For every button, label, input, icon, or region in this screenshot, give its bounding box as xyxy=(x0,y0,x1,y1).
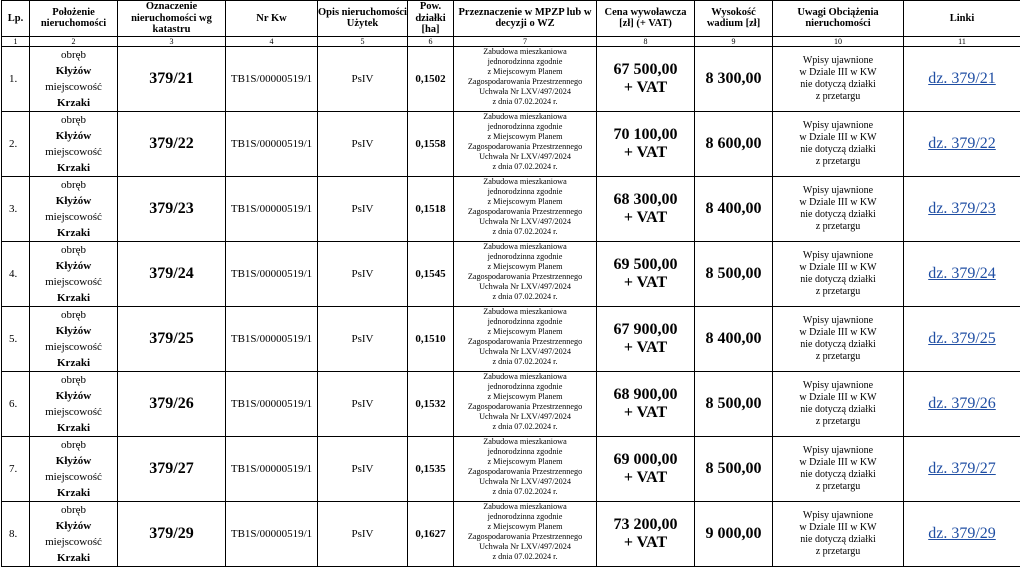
location-town: Krzaki xyxy=(57,486,90,499)
table-row xyxy=(2,176,1020,241)
header-wadium: Wysokość wadium [zł] xyxy=(695,1,773,37)
starting-price xyxy=(597,436,695,501)
land-register-number: TB1S/00000519/1 xyxy=(226,371,318,436)
header-price: Cena wywoławcza [zł] (+ VAT) xyxy=(597,1,695,37)
location-cell xyxy=(30,176,118,241)
plot-number: 379/21 xyxy=(118,46,226,111)
vat-label: + VAT xyxy=(623,468,668,486)
column-number: 6 xyxy=(408,36,454,46)
column-number: 3 xyxy=(118,36,226,46)
vat-label: + VAT xyxy=(623,143,668,161)
row-number: 4. xyxy=(2,241,30,306)
table-row xyxy=(2,241,1020,306)
land-use: PsIV xyxy=(318,436,408,501)
location-precinct: Kłyżów xyxy=(55,64,92,77)
table-row xyxy=(2,111,1020,176)
header-row xyxy=(2,1,1020,37)
plot-number: 379/25 xyxy=(118,306,226,371)
location-precinct: Kłyżów xyxy=(55,129,92,142)
plot-link-cell xyxy=(904,371,1020,436)
column-number: 9 xyxy=(695,36,773,46)
location-town: Krzaki xyxy=(57,161,90,174)
starting-price xyxy=(597,371,695,436)
column-number: 10 xyxy=(773,36,904,46)
plot-link[interactable]: dz. 379/23 xyxy=(928,199,996,217)
row-number: 6. xyxy=(2,371,30,436)
price-value: 68 300,00 xyxy=(613,190,678,208)
plot-link[interactable]: dz. 379/24 xyxy=(928,264,996,282)
row-number: 8. xyxy=(2,501,30,566)
location-cell xyxy=(30,436,118,501)
price-value: 69 000,00 xyxy=(613,450,678,468)
row-number: 3. xyxy=(2,176,30,241)
row-number: 5. xyxy=(2,306,30,371)
zoning-purpose: Zabudowa mieszkaniowa jednorodzinna zgodnie z Miejscowym Planem Zagospodarowania Przestrzennego Uchwała Nr LXV/497/2024 z dnia 07.02.2024 r. xyxy=(454,371,597,436)
location-precinct: Kłyżów xyxy=(55,194,92,207)
deposit-amount: 8 500,00 xyxy=(695,241,773,306)
land-register-number: TB1S/00000519/1 xyxy=(226,501,318,566)
deposit-amount: 8 400,00 xyxy=(695,176,773,241)
location-cell xyxy=(30,306,118,371)
plot-link[interactable]: dz. 379/26 xyxy=(928,394,996,412)
auction-table xyxy=(1,0,1020,567)
plot-link-cell xyxy=(904,111,1020,176)
zoning-purpose: Zabudowa mieszkaniowa jednorodzinna zgodnie z Miejscowym Planem Zagospodarowania Przestrzennego Uchwała Nr LXV/497/2024 z dnia 07.02.2024 r. xyxy=(454,501,597,566)
zoning-purpose: Zabudowa mieszkaniowa jednorodzinna zgodnie z Miejscowym Planem Zagospodarowania Przestrzennego Uchwała Nr LXV/497/2024 z dnia 07.02.2024 r. xyxy=(454,241,597,306)
plot-area: 0,1502 xyxy=(408,46,454,111)
column-number: 2 xyxy=(30,36,118,46)
notes-cell: Wpisy ujawnione w Dziale III w KW nie dotyczą działki z przetargu xyxy=(773,176,904,241)
deposit-amount: 9 000,00 xyxy=(695,501,773,566)
notes-cell: Wpisy ujawnione w Dziale III w KW nie dotyczą działki z przetargu xyxy=(773,436,904,501)
vat-label: + VAT xyxy=(623,208,668,226)
starting-price xyxy=(597,46,695,111)
location-precinct-label: obręb xyxy=(60,308,87,321)
location-town-label: miejscowość xyxy=(45,145,102,158)
vat-label: + VAT xyxy=(623,533,668,551)
plot-number: 379/24 xyxy=(118,241,226,306)
location-town-label: miejscowość xyxy=(45,210,102,223)
land-register-number: TB1S/00000519/1 xyxy=(226,436,318,501)
header-lp: Lp. xyxy=(2,1,30,37)
land-use: PsIV xyxy=(318,371,408,436)
table-row xyxy=(2,306,1020,371)
plot-number: 379/22 xyxy=(118,111,226,176)
location-cell xyxy=(30,501,118,566)
land-use: PsIV xyxy=(318,501,408,566)
location-town: Krzaki xyxy=(57,96,90,109)
plot-number: 379/27 xyxy=(118,436,226,501)
table-row xyxy=(2,46,1020,111)
column-number: 11 xyxy=(904,36,1020,46)
row-number: 2. xyxy=(2,111,30,176)
table-row xyxy=(2,436,1020,501)
location-town: Krzaki xyxy=(57,421,90,434)
location-town: Krzaki xyxy=(57,356,90,369)
zoning-purpose: Zabudowa mieszkaniowa jednorodzinna zgodnie z Miejscowym Planem Zagospodarowania Przestrzennego Uchwała Nr LXV/497/2024 z dnia 07.02.2024 r. xyxy=(454,111,597,176)
plot-number: 379/26 xyxy=(118,371,226,436)
price-value: 73 200,00 xyxy=(613,515,678,533)
zoning-purpose: Zabudowa mieszkaniowa jednorodzinna zgodnie z Miejscowym Planem Zagospodarowania Przestrzennego Uchwała Nr LXV/497/2024 z dnia 07.02.2024 r. xyxy=(454,436,597,501)
header-location: Położenie nieruchomości xyxy=(30,1,118,37)
location-town-label: miejscowość xyxy=(45,275,102,288)
header-area: Pow. działki [ha] xyxy=(408,1,454,37)
row-number: 7. xyxy=(2,436,30,501)
plot-area: 0,1510 xyxy=(408,306,454,371)
location-town: Krzaki xyxy=(57,291,90,304)
location-town-label: miejscowość xyxy=(45,535,102,548)
land-use: PsIV xyxy=(318,306,408,371)
location-town-label: miejscowość xyxy=(45,80,102,93)
location-precinct: Kłyżów xyxy=(55,519,92,532)
starting-price xyxy=(597,306,695,371)
price-value: 70 100,00 xyxy=(613,125,678,143)
header-notes: Uwagi Obciążenia nieruchomości xyxy=(773,1,904,37)
notes-cell: Wpisy ujawnione w Dziale III w KW nie dotyczą działki z przetargu xyxy=(773,241,904,306)
starting-price xyxy=(597,501,695,566)
notes-cell: Wpisy ujawnione w Dziale III w KW nie dotyczą działki z przetargu xyxy=(773,501,904,566)
land-register-number: TB1S/00000519/1 xyxy=(226,306,318,371)
table-row xyxy=(2,501,1020,566)
location-precinct-label: obręb xyxy=(60,243,87,256)
location-town-label: miejscowość xyxy=(45,470,102,483)
column-number: 1 xyxy=(2,36,30,46)
location-precinct-label: obręb xyxy=(60,178,87,191)
plot-area: 0,1532 xyxy=(408,371,454,436)
plot-link-cell xyxy=(904,176,1020,241)
location-precinct-label: obręb xyxy=(60,438,87,451)
deposit-amount: 8 500,00 xyxy=(695,436,773,501)
notes-cell: Wpisy ujawnione w Dziale III w KW nie dotyczą działki z przetargu xyxy=(773,371,904,436)
plot-number: 379/29 xyxy=(118,501,226,566)
location-town: Krzaki xyxy=(57,226,90,239)
plot-area: 0,1545 xyxy=(408,241,454,306)
price-value: 67 500,00 xyxy=(613,60,678,78)
plot-number: 379/23 xyxy=(118,176,226,241)
vat-label: + VAT xyxy=(623,338,668,356)
land-register-number: TB1S/00000519/1 xyxy=(226,176,318,241)
location-precinct: Kłyżów xyxy=(55,454,92,467)
location-precinct-label: obręb xyxy=(60,48,87,61)
location-town: Krzaki xyxy=(57,551,90,564)
land-register-number: TB1S/00000519/1 xyxy=(226,46,318,111)
plot-link-cell xyxy=(904,306,1020,371)
land-register-number: TB1S/00000519/1 xyxy=(226,111,318,176)
plot-link-cell xyxy=(904,241,1020,306)
vat-label: + VAT xyxy=(623,273,668,291)
land-use: PsIV xyxy=(318,241,408,306)
notes-cell: Wpisy ujawnione w Dziale III w KW nie dotyczą działki z przetargu xyxy=(773,46,904,111)
header-links: Linki xyxy=(904,1,1020,37)
vat-label: + VAT xyxy=(623,78,668,96)
location-precinct-label: obręb xyxy=(60,113,87,126)
plot-area: 0,1535 xyxy=(408,436,454,501)
location-town-label: miejscowość xyxy=(45,405,102,418)
column-number: 8 xyxy=(597,36,695,46)
plot-area: 0,1627 xyxy=(408,501,454,566)
location-cell xyxy=(30,371,118,436)
plot-link[interactable]: dz. 379/21 xyxy=(928,69,996,87)
location-town-label: miejscowość xyxy=(45,340,102,353)
row-number: 1. xyxy=(2,46,30,111)
deposit-amount: 8 400,00 xyxy=(695,306,773,371)
location-precinct-label: obręb xyxy=(60,373,87,386)
zoning-purpose: Zabudowa mieszkaniowa jednorodzinna zgodnie z Miejscowym Planem Zagospodarowania Przestrzennego Uchwała Nr LXV/497/2024 z dnia 07.02.2024 r. xyxy=(454,306,597,371)
plot-link-cell xyxy=(904,46,1020,111)
land-use: PsIV xyxy=(318,46,408,111)
plot-link-cell xyxy=(904,436,1020,501)
plot-link[interactable]: dz. 379/25 xyxy=(928,329,996,347)
plot-link[interactable]: dz. 379/27 xyxy=(928,459,996,477)
header-purpose: Przeznaczenie w MPZP lub w decyzji o WZ xyxy=(454,1,597,37)
column-number: 4 xyxy=(226,36,318,46)
vat-label: + VAT xyxy=(623,403,668,421)
plot-link[interactable]: dz. 379/22 xyxy=(928,134,996,152)
deposit-amount: 8 500,00 xyxy=(695,371,773,436)
location-cell xyxy=(30,111,118,176)
price-value: 69 500,00 xyxy=(613,255,678,273)
header-description: Opis nieruchomości Użytek xyxy=(318,1,408,37)
starting-price xyxy=(597,111,695,176)
starting-price xyxy=(597,176,695,241)
column-number: 5 xyxy=(318,36,408,46)
plot-link[interactable]: dz. 379/29 xyxy=(928,524,996,542)
table-row xyxy=(2,371,1020,436)
plot-area: 0,1518 xyxy=(408,176,454,241)
location-cell xyxy=(30,46,118,111)
deposit-amount: 8 300,00 xyxy=(695,46,773,111)
column-number: 7 xyxy=(454,36,597,46)
location-precinct: Kłyżów xyxy=(55,389,92,402)
location-precinct: Kłyżów xyxy=(55,324,92,337)
starting-price xyxy=(597,241,695,306)
plot-area: 0,1558 xyxy=(408,111,454,176)
location-precinct: Kłyżów xyxy=(55,259,92,272)
header-kw: Nr Kw xyxy=(226,1,318,37)
notes-cell: Wpisy ujawnione w Dziale III w KW nie dotyczą działki z przetargu xyxy=(773,111,904,176)
location-cell xyxy=(30,241,118,306)
price-value: 67 900,00 xyxy=(613,320,678,338)
plot-link-cell xyxy=(904,501,1020,566)
header-cadastral: Oznaczenie nieruchomości wg katastru xyxy=(118,1,226,37)
location-precinct-label: obręb xyxy=(60,503,87,516)
price-value: 68 900,00 xyxy=(613,385,678,403)
zoning-purpose: Zabudowa mieszkaniowa jednorodzinna zgodnie z Miejscowym Planem Zagospodarowania Przestrzennego Uchwała Nr LXV/497/2024 z dnia 07.02.2024 r. xyxy=(454,46,597,111)
land-register-number: TB1S/00000519/1 xyxy=(226,241,318,306)
column-number-row xyxy=(2,36,1020,46)
notes-cell: Wpisy ujawnione w Dziale III w KW nie dotyczą działki z przetargu xyxy=(773,306,904,371)
land-use: PsIV xyxy=(318,111,408,176)
zoning-purpose: Zabudowa mieszkaniowa jednorodzinna zgodnie z Miejscowym Planem Zagospodarowania Przestrzennego Uchwała Nr LXV/497/2024 z dnia 07.02.2024 r. xyxy=(454,176,597,241)
land-use: PsIV xyxy=(318,176,408,241)
deposit-amount: 8 600,00 xyxy=(695,111,773,176)
